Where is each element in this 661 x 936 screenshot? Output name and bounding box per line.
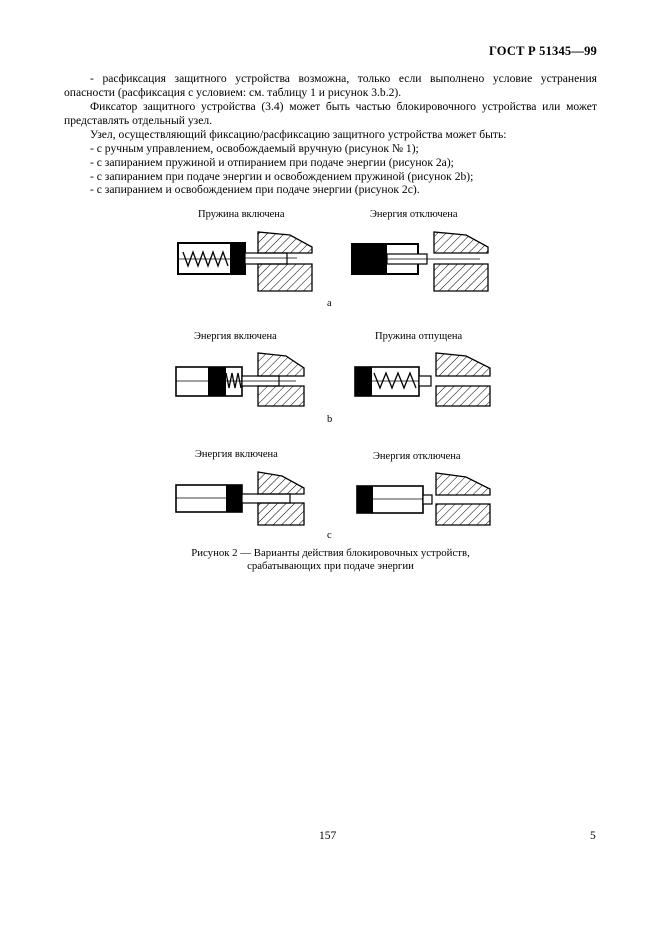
figure-c-right-title: Энергия отключена	[373, 451, 461, 462]
figure-a-label: a	[327, 298, 332, 309]
figure-b-right-title: Пружина отпущена	[375, 331, 463, 342]
diagram-b-left	[176, 353, 304, 406]
figure-c-label: c	[327, 530, 332, 541]
diagram-b-right	[355, 353, 490, 406]
diagram-c-left	[176, 472, 304, 525]
figure-c-left-title: Энергия включена	[195, 449, 278, 460]
figure-b-left-title: Энергия включена	[194, 331, 277, 342]
page-number-right: 5	[590, 830, 596, 842]
figure-b-label: b	[327, 414, 333, 425]
list-item-energy-both: - с запиранием и освобождением при подаче энергии (рисунок 2с).	[90, 183, 420, 196]
diagram-a-right	[352, 232, 488, 291]
document-code: ГОСТ Р 51345—99	[488, 44, 597, 58]
figure-a-left-title: Пружина включена	[198, 209, 285, 220]
figure-caption-line2: срабатывающих при подаче энергии	[247, 559, 414, 572]
figure-a-right-title: Энергия отключена	[370, 209, 458, 220]
list-item-manual: - с ручным управлением, освобождаемый вручную (рисунок № 1);	[90, 142, 419, 155]
page-number-center: 157	[319, 830, 337, 842]
list-item-spring-lock: - с запиранием пружиной и отпиранием при подаче энергии (рисунок 2а);	[90, 156, 454, 169]
list-item-energy-lock: - с запиранием при подаче энергии и освобождением пружиной (рисунок 2b);	[90, 170, 474, 183]
paragraph-unit-intro: Узел, осуществляющий фиксацию/расфиксацию защитного устройства может быть:	[90, 128, 507, 141]
paragraph-unlock-condition: - расфиксация защитного устройства возможна, только если выполнено условие устранения опасности (расфиксация с условием: см. таблицу 1 и рисунок 3.b.2).	[64, 72, 597, 99]
paragraph-locking-device: Фиксатор защитного устройства (3.4) может быть частью блокировочного устройства или может представлять отдельный узел.	[64, 100, 597, 127]
diagram-c-right	[357, 473, 490, 525]
figure-caption-line1: Рисунок 2 — Варианты действия блокировочных устройств,	[191, 547, 470, 559]
diagram-a-left	[178, 232, 312, 291]
figure-caption	[0, 547, 661, 572]
